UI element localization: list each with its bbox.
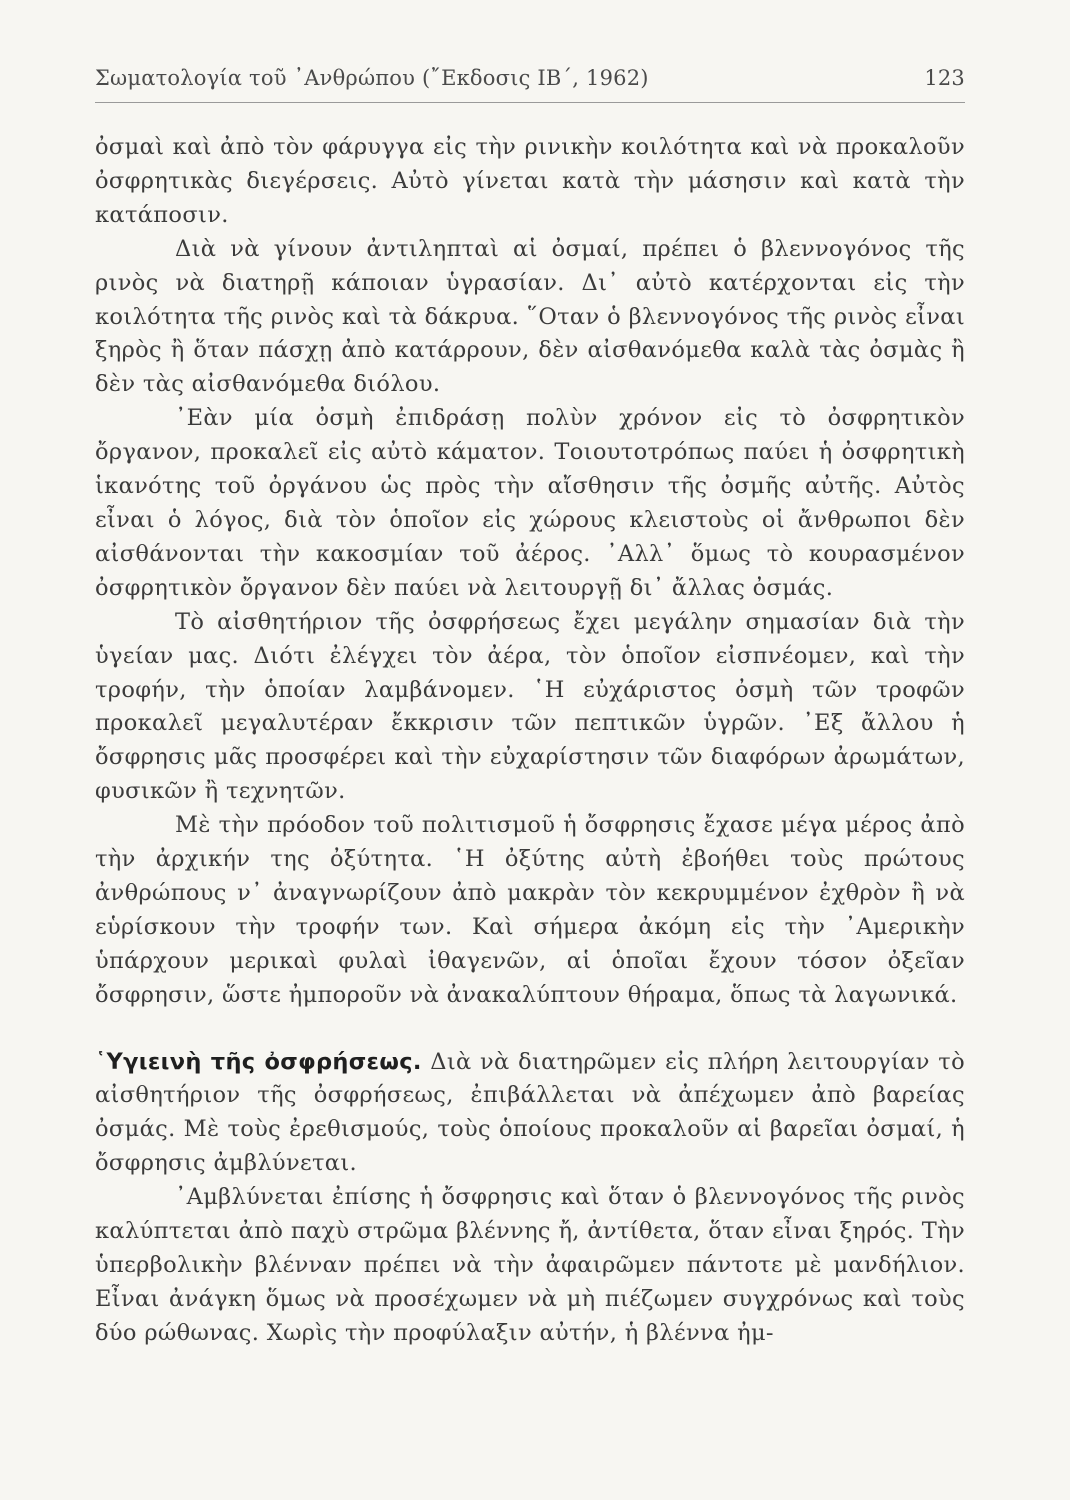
paragraph-fatigue: ᾿Εὰν μία ὀσμὴ ἐπιδράσῃ πολὺν χρόνον εἰς τὸ ὀσφρητικὸν ὄργανον, προκαλεῖ εἰς αὐτὸ κάματον. Τοιουτοτρόπως παύει ἡ ὀσφρητικὴ ἱκανότης τοῦ ὀργάνου ὡς πρὸς τὴν αἴσθησιν τῆς ὀσμῆς αὐτῆς. Αὐτὸς εἶναι ὁ λόγος, διὰ τὸν ὁποῖον εἰς χώρους κλειστοὺς οἱ ἄνθρωποι δὲν αἰσθάνονται τὴν κακοσμίαν τοῦ ἀέρος. ᾿Αλλ᾿ ὅμως τὸ κουρασμένον ὀσφρητικὸν ὄργανον δὲν παύει νὰ λειτουργῇ δι᾿ ἄλλας ὀσμάς.: [95, 405, 965, 601]
paragraph-moisture: Διὰ νὰ γίνουν ἀντιληπταὶ αἱ ὀσμαί, πρέπει ὁ βλεννογόνος τῆς ρινὸς νὰ διατηρῇ κάποιαν ὑγρασίαν. Δι᾿ αὐτὸ κατέρχονται εἰς τὴν κοιλότητα τῆς ρινὸς καὶ τὰ δάκρυα. ῞Οταν ὁ βλεννογόνος τῆς ρινὸς εἶναι ξηρὸς ἢ ὅταν πάσχῃ ἀπὸ κατάρρουν, δὲν αἰσθανόμεθα καλὰ τὰς ὀσμὰς ἢ δὲν τὰς αἰσθανόμεθα διόλου.: [95, 235, 965, 398]
running-head-title: Σωματολογία τοῦ ᾿Ανθρώπου (῎Εκδοσις ΙΒ΄, 1962): [95, 66, 649, 90]
paragraph-hygiene: [95, 1046, 965, 1182]
section-heading-hygiene: ῾Υγιεινὴ τῆς ὀσφρήσεως.: [95, 1048, 422, 1075]
running-head: [95, 63, 965, 93]
paragraph-blunting: ᾿Αμβλύνεται ἐπίσης ἡ ὄσφρησις καὶ ὅταν ὁ βλεννογόνος τῆς ρινὸς καλύπτεται ἀπὸ παχὺ στρῶμα βλέννης ἤ, ἀντίθετα, ὅταν εἶναι ξηρός. Τὴν ὑπερβολικὴν βλένναν πρέπει νὰ τὴν ἀφαιρῶμεν πάντοτε μὲ μανδήλιον. Εἶναι ἀνάγκη ὅμως νὰ προσέχωμεν νὰ μὴ πιέζωμεν συγχρόνως καὶ τοὺς δύο ρώθωνας. Χωρὶς τὴν προφύλαξιν αὐτήν, ἡ βλέννα ἠμ-: [95, 1184, 965, 1346]
paragraph-civilization: Μὲ τὴν πρόοδον τοῦ πολιτισμοῦ ἡ ὄσφρησις ἔχασε μέγα μέρος ἀπὸ τὴν ἀρχικήν της ὀξύτητα. ῾Η ὀξύτης αὐτὴ ἐβοήθει τοὺς πρώτους ἀνθρώπους ν᾿ ἀναγνωρίζουν ἀπὸ μακρὰν τὸν κεκρυμμένον ἐχθρὸν ἢ νὰ εὑρίσκουν τὴν τροφήν των. Καὶ σήμερα ἀκόμη εἰς τὴν ᾿Αμερικὴν ὑπάρχουν μερικαὶ φυλαὶ ἰθαγενῶν, αἱ ὁποῖαι ἔχουν τόσον ὀξεῖαν ὄσφρησιν, ὥστε ἠμποροῦν νὰ ἀνακαλύπτουν θήραμα, ὅπως τὰ λαγωνικά.: [95, 812, 965, 1008]
header-rule: [95, 102, 965, 103]
paragraph-continuation: ὀσμαὶ καὶ ἀπὸ τὸν φάρυγγα εἰς τὴν ρινικὴν κοιλότητα καὶ νὰ προκαλοῦν ὀσφρητικὰς διεγέρσεις. Αὐτὸ γίνεται κατὰ τὴν μάσησιν καὶ κατὰ τὴν κατάποσιν.: [95, 134, 965, 228]
page-body: [95, 131, 965, 1351]
paragraph-hygiene-text: Διὰ νὰ διατηρῶμεν εἰς πλήρη λειτουργίαν τὸ αἰσθητήριον τῆς ὀσφρήσεως, ἐπιβάλλεται νὰ ἀπέχωμεν ἀπὸ βαρείας ὀσμάς. Μὲ τοὺς ἐρεθισμούς, τοὺς ὁποίους προκαλοῦν αἱ βαρεῖαι ὀσμαί, ἡ ὄσφρησις ἀμβλύνεται.: [95, 1048, 965, 1177]
paragraph-importance: Τὸ αἰσθητήριον τῆς ὀσφρήσεως ἔχει μεγάλην σημασίαν διὰ τὴν ὑγείαν μας. Διότι ἐλέγχει τὸν ἀέρα, τὸν ὁποῖον εἰσπνέομεν, καὶ τὴν τροφήν, τὴν ὁποίαν λαμβάνομεν. ῾Η εὐχάριστος ὀσμὴ τῶν τροφῶν προκαλεῖ μεγαλυτέραν ἔκκρισιν τῶν πεπτικῶν ὑγρῶν. ᾿Εξ ἄλλου ἡ ὄσφρησις μᾶς προσφέρει καὶ τὴν εὐχαρίστησιν τῶν διαφόρων ἀρωμάτων, φυσικῶν ἢ τεχνητῶν.: [95, 608, 965, 805]
page-number: 123: [924, 66, 965, 90]
